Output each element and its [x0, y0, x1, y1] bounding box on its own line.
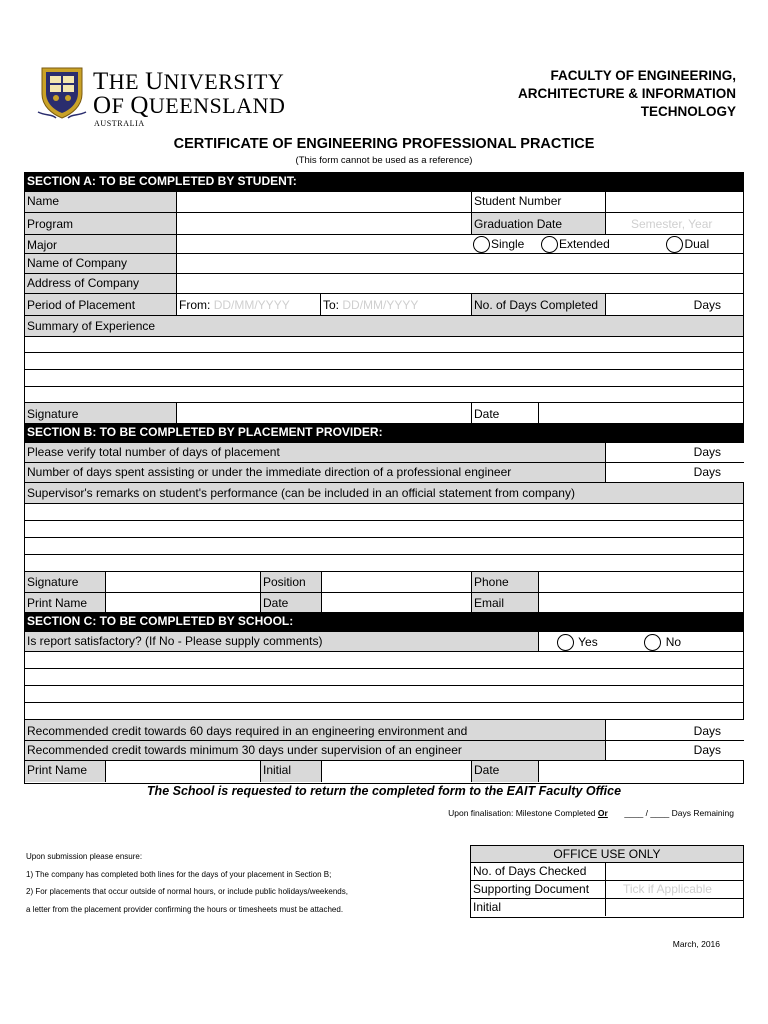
company-address-field[interactable]	[176, 274, 745, 293]
no-label: No	[665, 635, 682, 649]
section-a-heading: SECTION A: TO BE COMPLETED BY STUDENT:	[25, 173, 743, 192]
print-name-label-b: Print Name	[25, 593, 105, 612]
single-radio-icon[interactable]	[473, 236, 490, 253]
to-label: To:	[323, 298, 340, 312]
remarks-line-2[interactable]	[25, 521, 743, 538]
date-field-c[interactable]	[538, 761, 745, 782]
satisfactory-label: Is report satisfactory? (If No - Please supply comments)	[25, 632, 538, 651]
student-number-label: Student Number	[471, 192, 605, 212]
name-field[interactable]	[176, 192, 471, 212]
phone-label: Phone	[471, 572, 538, 592]
office-use-box	[470, 845, 744, 918]
university-logo	[36, 64, 286, 130]
period-label: Period of Placement	[25, 294, 176, 315]
signature-label-b: Signature	[25, 572, 105, 592]
crest-icon	[36, 64, 88, 120]
remarks-line-3[interactable]	[25, 538, 743, 555]
to-date-placeholder: DD/MM/YYYY	[342, 298, 419, 312]
ensure-item-3: a letter from the placement provider confirming the hours or timesheets must be attached.	[26, 905, 344, 914]
major-label: Major	[25, 235, 176, 253]
phone-field[interactable]	[538, 572, 745, 592]
assisting-days-field[interactable]: Days	[605, 463, 745, 482]
single-label: Single	[491, 237, 525, 251]
program-field[interactable]	[176, 213, 471, 234]
print-name-field-c[interactable]	[105, 761, 260, 782]
dual-label: Dual	[684, 237, 710, 251]
office-initial-label: Initial	[473, 900, 502, 914]
period-to[interactable]	[320, 294, 471, 315]
assisting-days-label: Number of days spent assisting or under the immediate direction of a professional engineer	[27, 465, 512, 479]
comments-line-2[interactable]	[25, 669, 743, 686]
row-assisting-days	[25, 463, 743, 483]
date-label-c: Date	[471, 761, 538, 782]
remarks-line-1[interactable]	[25, 504, 743, 521]
faculty-name: FACULTY OF ENGINEERING, ARCHITECTURE & INFORMATION TECHNOLOGY	[518, 68, 736, 119]
supporting-document-field[interactable]: Tick if Applicable	[605, 881, 742, 898]
company-name-field[interactable]	[176, 254, 745, 273]
supporting-document-label: Supporting Document	[473, 882, 590, 896]
major-field[interactable]	[176, 235, 471, 253]
from-date-placeholder: DD/MM/YYYY	[213, 298, 290, 312]
remarks-label: Supervisor's remarks on student's performance (can be included in an official statement from company)	[27, 486, 575, 500]
credit-30-field[interactable]: Days	[605, 741, 745, 760]
summary-line-1[interactable]	[25, 337, 743, 353]
email-field[interactable]	[538, 593, 745, 612]
initial-label-c: Initial	[260, 761, 321, 782]
initial-field-c[interactable]	[321, 761, 471, 782]
row-company-name	[25, 254, 743, 274]
days-completed-field[interactable]: Days	[605, 294, 745, 315]
row-office-initial	[471, 899, 743, 916]
row-signature-b	[25, 572, 743, 593]
row-program	[25, 213, 743, 235]
student-number-field[interactable]	[605, 192, 745, 212]
document-subtitle: (This form cannot be used as a reference)	[295, 155, 473, 166]
comments-line-3[interactable]	[25, 686, 743, 703]
university-name-line1: THE UNIVERSITY	[93, 68, 285, 95]
credit-60-field[interactable]: Days	[605, 720, 745, 740]
ensure-title: Upon submission please ensure:	[26, 852, 143, 861]
print-name-label-c: Print Name	[25, 761, 105, 782]
days-checked-label: No. of Days Checked	[473, 864, 587, 878]
row-major	[25, 235, 743, 254]
row-name	[25, 192, 743, 213]
summary-line-2[interactable]	[25, 353, 743, 370]
return-note: The School is requested to return the completed form to the EAIT Faculty Office	[146, 784, 622, 798]
row-print-name-b	[25, 593, 743, 613]
yes-label: Yes	[578, 635, 598, 649]
yes-radio-icon[interactable]	[557, 634, 574, 651]
verify-days-field[interactable]: Days	[605, 443, 745, 462]
company-name-label: Name of Company	[25, 254, 176, 273]
period-from[interactable]	[176, 294, 320, 315]
date-field-a[interactable]	[538, 403, 745, 423]
days-checked-field[interactable]	[605, 863, 742, 880]
comments-line-4[interactable]	[25, 703, 743, 720]
signature-field-b[interactable]	[105, 572, 260, 592]
summary-label: Summary of Experience	[27, 319, 156, 333]
satisfactory-options	[538, 632, 745, 651]
row-company-address	[25, 274, 743, 294]
major-type-options	[471, 235, 745, 253]
summary-line-4[interactable]	[25, 387, 743, 403]
summary-line-3[interactable]	[25, 370, 743, 387]
signature-label-a: Signature	[25, 403, 176, 423]
row-satisfactory	[25, 632, 743, 652]
document-title: CERTIFICATE OF ENGINEERING PROFESSIONAL PRACTICE	[173, 136, 595, 152]
graduation-date-label: Graduation Date	[471, 213, 605, 234]
print-name-field-b[interactable]	[105, 593, 260, 612]
certificate-form	[24, 172, 744, 784]
finalisation-note: Upon finalisation: Milestone Completed Or ____ / ____ Days Remaining	[448, 808, 734, 818]
ensure-item-2: 2) For placements that occur outside of normal hours, or include public holidays/weekends,	[26, 887, 348, 896]
ensure-item-1: 1) The company has completed both lines for the days of your placement in Section B;	[26, 870, 332, 879]
email-label: Email	[471, 593, 538, 612]
row-remarks	[25, 483, 743, 504]
row-credit-60	[25, 720, 743, 741]
credit-30-label: Recommended credit towards minimum 30 days under supervision of an engineer	[27, 743, 462, 757]
position-label: Position	[260, 572, 321, 592]
credit-60-label: Recommended credit towards 60 days required in an engineering environment and	[27, 724, 468, 738]
date-field-b[interactable]	[321, 593, 471, 612]
company-address-label: Address of Company	[25, 274, 176, 293]
verify-days-label: Please verify total number of days of placement	[27, 445, 280, 459]
from-label: From:	[179, 298, 211, 312]
section-b-heading: SECTION B: TO BE COMPLETED BY PLACEMENT PROVIDER:	[25, 424, 743, 443]
comments-line-1[interactable]	[25, 652, 743, 669]
section-c-heading: SECTION C: TO BE COMPLETED BY SCHOOL:	[25, 613, 743, 632]
row-verify-days	[25, 443, 743, 463]
name-label: Name	[25, 192, 176, 212]
university-country: AUSTRALIA	[94, 119, 145, 128]
university-name-line2: OF QUEENSLAND	[93, 92, 286, 119]
program-label: Program	[25, 213, 176, 234]
position-field[interactable]	[321, 572, 471, 592]
no-radio-icon[interactable]	[644, 634, 661, 651]
extended-label: Extended	[559, 237, 610, 251]
row-period	[25, 294, 743, 316]
dual-radio-icon[interactable]	[666, 236, 683, 253]
row-supporting-document	[471, 881, 743, 899]
row-days-checked	[471, 863, 743, 881]
office-initial-field[interactable]	[605, 899, 742, 916]
row-print-name-c	[25, 761, 743, 782]
row-credit-30	[25, 741, 743, 761]
graduation-date-field[interactable]: Semester, Year	[605, 213, 745, 234]
remarks-line-4[interactable]	[25, 555, 743, 572]
office-use-heading: OFFICE USE ONLY	[471, 846, 743, 863]
row-signature-a	[25, 403, 743, 424]
extended-radio-icon[interactable]	[541, 236, 558, 253]
days-completed-label: No. of Days Completed	[471, 294, 605, 315]
form-date: March, 2016	[672, 939, 720, 949]
row-summary	[25, 316, 743, 337]
signature-field-a[interactable]	[176, 403, 471, 423]
date-label-a: Date	[471, 403, 538, 423]
date-label-b: Date	[260, 593, 321, 612]
